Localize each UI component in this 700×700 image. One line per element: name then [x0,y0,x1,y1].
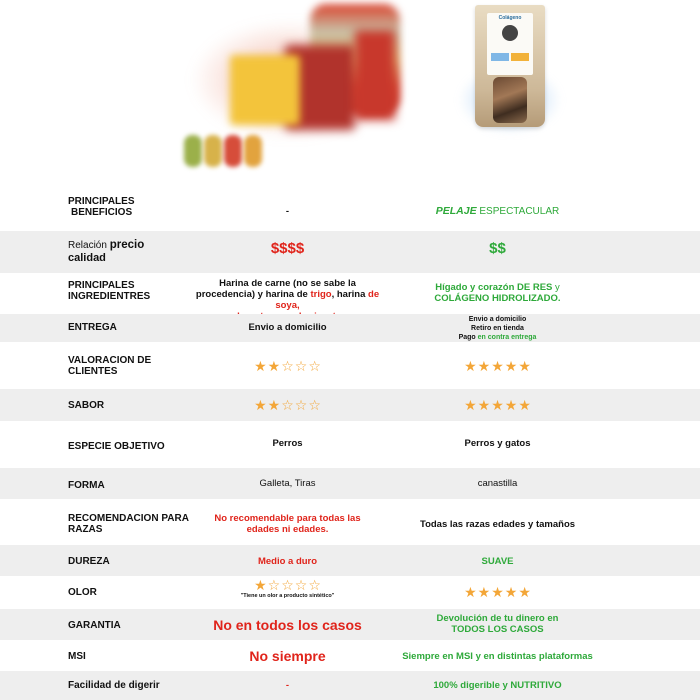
star-filled-icon: ★ [518,397,531,413]
product-value: canastilla [477,478,518,489]
product-value: Devolución de tu dinero en TODOS LOS CASOS [436,613,559,635]
rating-note: "Tiene un olor a producto sintético" [240,593,335,599]
product-value: SUAVE [481,556,514,567]
row-label: Relación precio calidad [68,239,145,264]
product-value: Hígado y corazón DE RES y COLÁGENO HIDROLIZADO. [434,282,561,304]
row-label: PRINCIPALES INGREDIENTRES [68,280,151,302]
table-row [0,342,700,389]
table-row [0,576,700,609]
star-filled-icon: ★ [267,397,281,413]
star-filled-icon: ★ [477,358,491,374]
row-label: MSI [68,651,86,662]
star-outline-icon: ☆ [294,358,308,374]
row-label: VALORACION DE CLIENTES [68,355,152,377]
product-value: Todas las razas edades y tamaños [419,519,576,530]
star-filled-icon: ★ [464,584,477,600]
star-filled-icon: ★ [254,397,267,413]
competitor-value: No siempre [249,648,326,664]
row-label: SABOR [68,400,105,411]
row-label: DUREZA [68,556,110,567]
row-label: RECOMENDACION PARA RAZAS [68,513,189,535]
competitor-value: Harina de carne (no se sabe la procedencia) y harina de trigo, harina de soya, [195,278,380,311]
table-row [0,188,700,231]
star-filled-icon: ★ [254,358,267,374]
star-outline-icon: ☆ [267,577,281,593]
row-label: ENTREGA [68,322,117,333]
star-filled-icon: ★ [491,584,504,600]
star-outline-icon: ☆ [294,577,308,593]
competitor-rating [190,359,385,374]
star-filled-icon: ★ [504,584,518,600]
star-filled-icon: ★ [464,358,477,374]
table-row [0,314,700,342]
table-row [0,640,700,671]
competitor-value: $$$$ [270,240,305,257]
star-outline-icon: ☆ [308,397,321,413]
product-value: 100% digerible y NUTRITIVO [433,680,562,691]
star-outline-icon: ☆ [294,397,308,413]
table-row [0,231,700,273]
product-rating [400,359,595,374]
star-outline-icon: ☆ [281,358,294,374]
table-row [0,389,700,421]
star-filled-icon: ★ [267,358,281,374]
row-label: Facilidad de digerir [68,680,160,691]
star-filled-icon: ★ [464,397,477,413]
product-rating [400,398,595,413]
competitor-value: Galleta, Tiras [259,478,316,489]
row-label: GARANTIA [68,620,121,631]
competitor-value: Envio a domicilio [248,322,327,333]
product-value: Siempre en MSI y en distintas plataformas [402,651,593,662]
table-row [0,609,700,640]
product-rating [400,585,595,600]
table-row [0,671,700,700]
competitor-value: Medio a duro [257,556,318,567]
star-filled-icon: ★ [254,577,267,593]
star-filled-icon: ★ [504,358,518,374]
dog-logo-icon [502,25,518,41]
star-outline-icon: ☆ [281,397,294,413]
star-filled-icon: ★ [491,397,504,413]
star-filled-icon: ★ [504,397,518,413]
row-label: PRINCIPALES BENEFICIOS [68,196,135,218]
competitor-value: - [285,206,290,217]
table-row [0,545,700,576]
star-filled-icon: ★ [491,358,504,374]
competitor-value: Perros [272,438,303,449]
competitor-rating [190,398,385,413]
table-row [0,421,700,468]
star-filled-icon: ★ [518,584,531,600]
bag-label-title: Colágeno [498,15,522,21]
row-label: ESPECIE OBJETIVO [68,441,165,452]
row-label: FORMA [68,480,105,491]
product-images [0,0,700,188]
star-filled-icon: ★ [477,584,491,600]
star-filled-icon: ★ [518,358,531,374]
table-row [0,273,700,314]
product-value: Perros y gatos [464,438,531,449]
product-value: $$ [489,240,506,257]
table-row [0,499,700,545]
star-outline-icon: ☆ [308,577,321,593]
row-label: OLOR [68,587,97,598]
star-filled-icon: ★ [477,397,491,413]
product-value: PELAJE ESPECTACULAR [435,205,560,217]
competitor-value: - [285,680,290,691]
competitor-rating [190,578,385,600]
star-outline-icon: ☆ [281,577,294,593]
competitor-value: No recomendable para todas las edades ni edades. [214,513,361,535]
collagen-product-image [470,5,550,130]
competitor-value: No en todos los casos [213,617,362,633]
bone-biscuits-image [180,135,270,169]
table-row [0,468,700,499]
competitor-product-image [170,0,400,175]
star-outline-icon: ☆ [308,358,321,374]
product-value: Envio a domicilio Retiro en tienda Pago en contra entrega [458,316,537,341]
